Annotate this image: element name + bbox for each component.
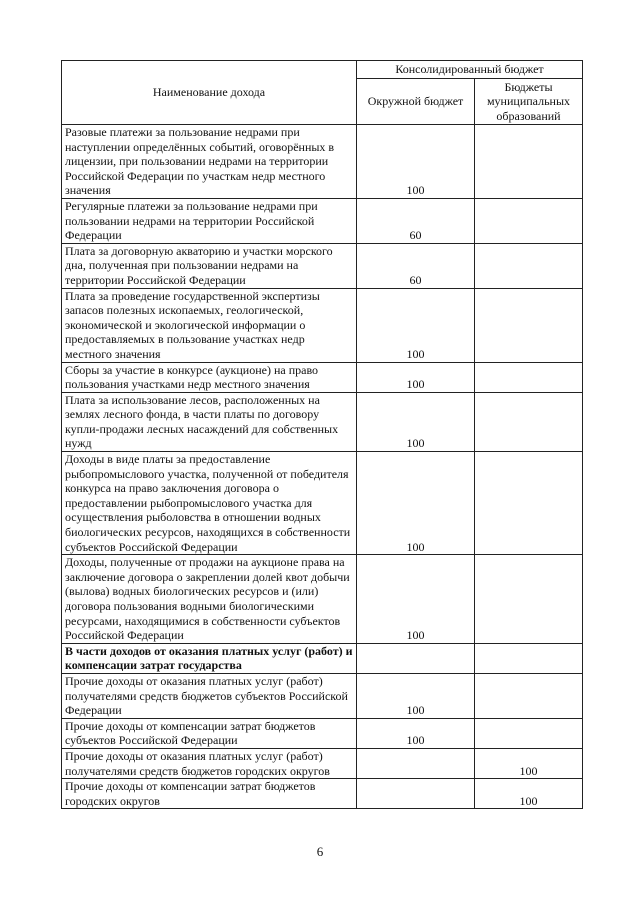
district-budget-cell: 100	[357, 673, 475, 718]
district-budget-cell	[357, 748, 475, 778]
municipal-budget-cell	[475, 555, 583, 644]
revenue-name-cell: Прочие доходы от компенсации затрат бюджетов субъектов Российской Федерации	[62, 718, 357, 748]
district-budget-cell: 100	[357, 362, 475, 392]
table-row	[62, 243, 583, 288]
district-budget-cell: 100	[357, 452, 475, 555]
table-row	[62, 362, 583, 392]
municipal-budget-cell	[475, 125, 583, 199]
district-budget-cell: 100	[357, 288, 475, 362]
revenue-name-cell: Прочие доходы от компенсации затрат бюджетов городских округов	[62, 779, 357, 809]
revenue-name-cell: Прочие доходы от оказания платных услуг (работ) получателями средств бюджетов городских округов	[62, 748, 357, 778]
table-row	[62, 779, 583, 809]
table-body	[62, 125, 583, 809]
district-budget-cell: 60	[357, 243, 475, 288]
revenue-name-cell: Прочие доходы от оказания платных услуг (работ) получателями средств бюджетов субъектов Российской Федерации	[62, 673, 357, 718]
table-row	[62, 452, 583, 555]
header-municipal-budgets: Бюджеты муниципальных образований	[475, 79, 583, 125]
municipal-budget-cell	[475, 243, 583, 288]
table-row	[62, 718, 583, 748]
table-row	[62, 392, 583, 451]
municipal-budget-cell	[475, 198, 583, 243]
municipal-budget-cell	[475, 643, 583, 673]
municipal-budget-cell: 100	[475, 748, 583, 778]
revenue-name-cell: Доходы, полученные от продажи на аукционе права на заключение договора о закреплении долей квот добычи (вылова) водных биологических ресурсов и (или) договора пользования водными биологическими ресурсами, находящимися в собственности субъектов Российской Федерации	[62, 555, 357, 644]
revenue-name-cell: Сборы за участие в конкурсе (аукционе) на право пользования участками недр местного значения	[62, 362, 357, 392]
section-header-row	[62, 643, 583, 673]
table-row	[62, 198, 583, 243]
municipal-budget-cell	[475, 673, 583, 718]
municipal-budget-cell	[475, 718, 583, 748]
municipal-budget-cell	[475, 452, 583, 555]
revenue-name-cell: Разовые платежи за пользование недрами при наступлении определённых событий, оговорённых в лицензии, при пользовании недрами на территории Российской Федерации по участкам недр местного значения	[62, 125, 357, 199]
revenue-name-cell: Регулярные платежи за пользование недрами при пользовании недрами на территории Российской Федерации	[62, 198, 357, 243]
table-row	[62, 748, 583, 778]
district-budget-cell: 100	[357, 392, 475, 451]
header-consolidated-budget: Консолидированный бюджет	[357, 61, 583, 79]
revenue-name-cell: Доходы в виде платы за предоставление рыбопромыслового участка, полученной от победителя конкурса на право заключения договора о предоставлении рыбопромыслового участка для осуществления рыболовства в отношении водных биологических ресурсов, находящихся в собственности субъектов Российской Федерации	[62, 452, 357, 555]
table-row	[62, 125, 583, 199]
municipal-budget-cell	[475, 288, 583, 362]
district-budget-cell: 100	[357, 555, 475, 644]
district-budget-cell: 60	[357, 198, 475, 243]
revenue-name-cell: Плата за использование лесов, расположенных на землях лесного фонда, в части платы по договору купли-продажи лесных насаждений для собственных нужд	[62, 392, 357, 451]
district-budget-cell: 100	[357, 718, 475, 748]
municipal-budget-cell	[475, 392, 583, 451]
revenue-name-cell: В части доходов от оказания платных услуг (работ) и компенсации затрат государства	[62, 643, 357, 673]
header-revenue-name: Наименование дохода	[62, 61, 357, 125]
municipal-budget-cell	[475, 362, 583, 392]
table-row	[62, 673, 583, 718]
table-row	[62, 555, 583, 644]
municipal-budget-cell: 100	[475, 779, 583, 809]
district-budget-cell	[357, 779, 475, 809]
revenue-table	[61, 60, 583, 809]
district-budget-cell: 100	[357, 125, 475, 199]
revenue-name-cell: Плата за проведение государственной экспертизы запасов полезных ископаемых, геологической, экономической и экологической информации о предоставляемых в пользование участках недр местного значения	[62, 288, 357, 362]
page-number: 6	[316, 844, 324, 859]
revenue-name-cell: Плата за договорную акваторию и участки морского дна, полученная при пользовании недрами на территории Российской Федерации	[62, 243, 357, 288]
header-district-budget: Окружной бюджет	[357, 79, 475, 125]
district-budget-cell	[357, 643, 475, 673]
table-row	[62, 288, 583, 362]
